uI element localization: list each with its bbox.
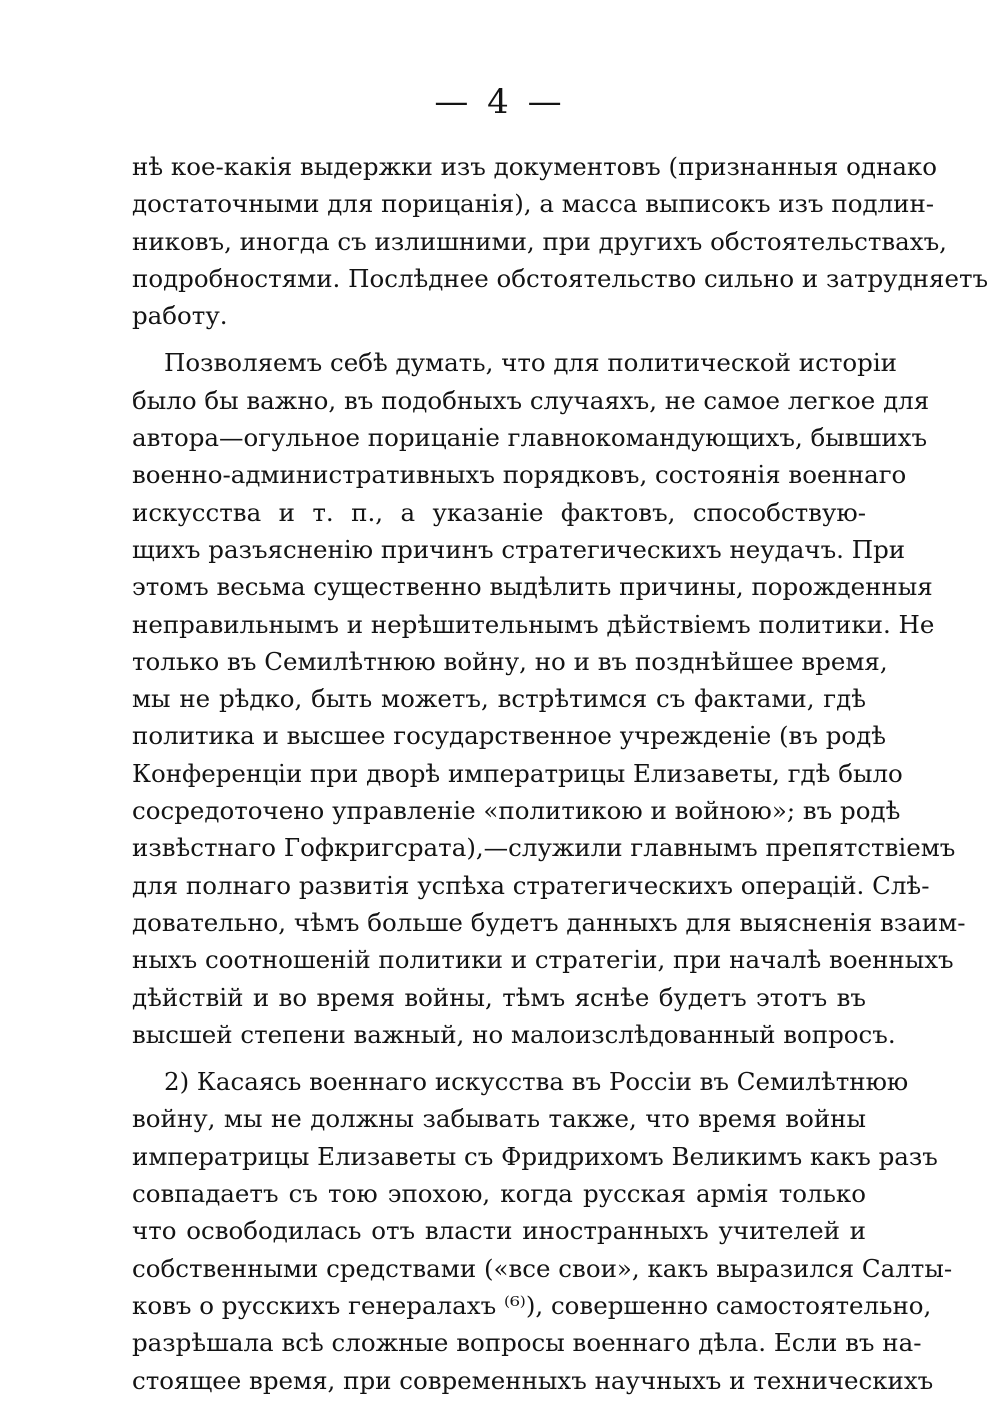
- text-line: только въ Семилѣтнюю войну, но и въ позднѣйшее время,: [132, 646, 888, 676]
- text-line: никовъ, иногда съ излишними, при другихъ обстоятельствахъ,: [132, 226, 947, 256]
- text-line: политика и высшее государственное учрежденіе (въ родѣ: [132, 721, 887, 751]
- text-line: извѣстнаго Гофкригсрата),—служили главнымъ препятствіемъ: [132, 833, 956, 863]
- text-line: Позволяемъ себѣ думать, что для политической исторіи: [164, 348, 897, 378]
- text-line: ковъ о русскихъ генералахъ ⁽⁶⁾), совершенно самостоятельно,: [132, 1290, 932, 1320]
- text-line: императрицы Елизаветы съ Фридрихомъ Великимъ какъ разъ: [132, 1141, 938, 1171]
- text-line: довательно, чѣмъ больше будетъ данныхъ для выясненія взаим-: [132, 907, 966, 937]
- text-line: сосредоточено управленіе «политикою и войною»; въ родѣ: [132, 796, 901, 826]
- text-line: было бы важно, въ подобныхъ случаяхъ, не самое легкое для: [132, 385, 930, 415]
- paragraph-p2: [132, 344, 966, 1053]
- text-line: нѣ кое-какія выдержки изъ документовъ (признанныя однако: [132, 152, 937, 181]
- text-line: щихъ разъясненію причинъ стратегическихъ неудачъ. При: [132, 534, 906, 564]
- text-line: дѣйствій и во время войны, тѣмъ яснѣе будетъ этотъ въ: [132, 982, 866, 1012]
- text-line: совпадаетъ съ тою эпохою, когда русская армія только: [132, 1179, 866, 1209]
- text-line: высшей степени важный, но малоизслѣдованный вопросъ.: [132, 1019, 896, 1049]
- text-line: автора—огульное порицаніе главнокомандующихъ, бывшихъ: [132, 423, 928, 453]
- text-line: работу.: [132, 301, 228, 331]
- text-line: для полнаго развитія успѣха стратегическихъ операцій. Слѣ-: [132, 870, 930, 900]
- text-line: собственными средствами («все свои», какъ выразился Салты-: [132, 1253, 953, 1283]
- text-line: разрѣшала всѣ сложные вопросы военнаго дѣла. Если въ на-: [132, 1328, 922, 1358]
- paragraph-gap: [132, 1053, 866, 1063]
- paragraph-p3: [132, 1063, 953, 1399]
- paragraph-gap: [132, 334, 866, 344]
- text-line: неправильнымъ и нерѣшительнымъ дѣйствіемъ политики. Не: [132, 609, 935, 639]
- paragraph-p1: [132, 148, 989, 334]
- text-line: искусства и т. п., а указаніе фактовъ, способствую-: [132, 497, 866, 527]
- text-line: стоящее время, при современныхъ научныхъ и техническихъ: [132, 1365, 934, 1395]
- text-line: подробностями. Послѣднее обстоятельство сильно и затрудняетъ: [132, 263, 989, 293]
- text-line: Конференціи при дворѣ императрицы Елизаветы, гдѣ было: [132, 758, 903, 788]
- text-line: этомъ весьма существенно выдѣлить причины, порожденныя: [132, 572, 933, 602]
- text-line: ныхъ соотношеній политики и стратегіи, при началѣ военныхъ: [132, 945, 954, 975]
- text-line: что освободилась отъ власти иностранныхъ учителей и: [132, 1216, 866, 1246]
- text-line: войну, мы не должны забывать также, что время войны: [132, 1104, 866, 1134]
- text-line: 2) Касаясь военнаго искусства въ Россіи въ Семилѣтнюю: [164, 1067, 909, 1097]
- page-number: — 4 —: [434, 82, 566, 122]
- text-line: мы не рѣдко, быть можетъ, встрѣтимся съ фактами, гдѣ: [132, 684, 866, 714]
- text-line: военно-административныхъ порядковъ, состоянія военнаго: [132, 460, 907, 490]
- body-text: [132, 148, 989, 1399]
- text-line: достаточными для порицанія), а масса выписокъ изъ подлин-: [132, 189, 935, 219]
